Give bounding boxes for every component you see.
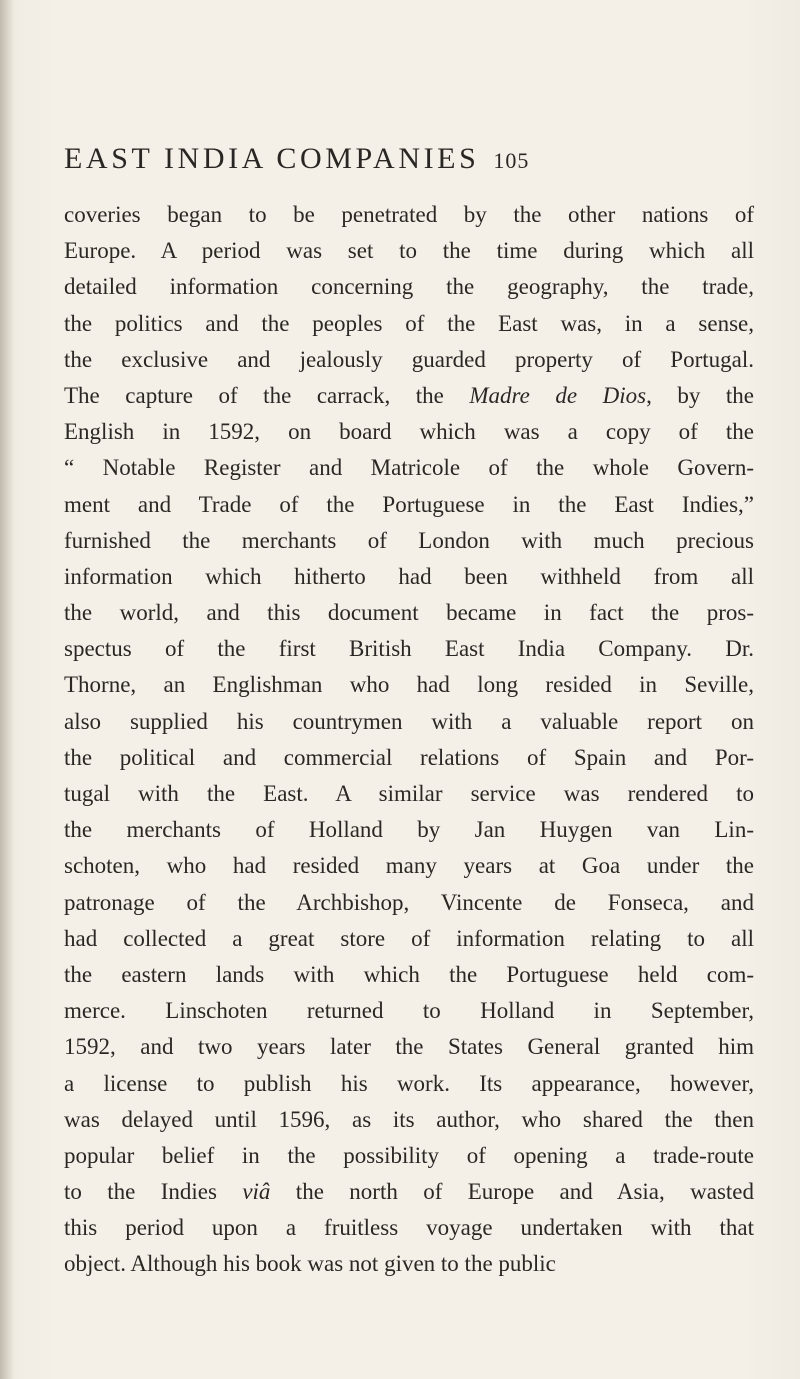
text-line: the politics and the peoples of the East was, in a sense, [64, 310, 754, 336]
ship-name-italic: Madre de Dios [469, 382, 647, 408]
text-line: detailed information concerning the geography, the trade, [64, 274, 754, 300]
text-line: “ Notable Register and Matricole of the whole Govern- [64, 455, 754, 481]
latin-italic: viâ [242, 1179, 271, 1205]
gutter-shadow [0, 0, 14, 1379]
text-line: ment and Trade of the Portuguese in the East Indies,” [64, 491, 754, 517]
text-line: tugal with the East. A similar service was rendered to [64, 781, 754, 806]
running-head [64, 142, 744, 182]
text-line: Thorne, an Englishman who had long resided in Seville, [64, 672, 754, 698]
text-line: furnished the merchants of London with much precious [64, 527, 754, 553]
text-line: merce. Linschoten returned to Holland in September, [64, 998, 754, 1024]
text-line: this period upon a fruitless voyage undertaken with that [64, 1215, 754, 1241]
text-line: coveries began to be penetrated by the other nations of [64, 202, 754, 227]
text-line: spectus of the first British East India Company. Dr. [64, 636, 754, 662]
text-line: the political and commercial relations of Spain and Por- [64, 744, 754, 770]
text-line: popular belief in the possibility of opening a trade-route [64, 1142, 754, 1168]
text-line: English in 1592, on board which was a copy of the [64, 419, 754, 445]
text-line: 1592, and two years later the States General granted him [64, 1034, 754, 1060]
text-line: the eastern lands with which the Portuguese held com- [64, 961, 754, 987]
text-line: schoten, who had resided many years at Goa under the [64, 853, 754, 879]
running-title: EAST INDIA COMPANIES [64, 142, 480, 175]
text-line: also supplied his countrymen with a valuable report on [64, 708, 754, 734]
body-text [64, 197, 754, 1283]
text-line: to the Indies viâ the north of Europe and Asia, wasted [64, 1179, 754, 1205]
text-line: a license to publish his work. Its appearance, however, [64, 1070, 754, 1096]
text-line: object. Although his book was not given to the public [64, 1251, 556, 1277]
text-line: patronage of the Archbishop, Vincente de Fonseca, and [64, 889, 754, 915]
text-line: the exclusive and jealously guarded property of Portugal. [64, 346, 754, 372]
text-line: Europe. A period was set to the time during which all [64, 238, 754, 264]
text-line: the merchants of Holland by Jan Huygen van Lin- [64, 817, 754, 843]
text-line: had collected a great store of information relating to all [64, 925, 754, 951]
text-line: was delayed until 1596, as its author, who shared the then [64, 1106, 754, 1132]
text-line: information which hitherto had been withheld from all [64, 563, 754, 589]
text-line: the world, and this document became in fact the pros- [64, 600, 754, 626]
text-line: The capture of the carrack, the Madre de Dios, by the [64, 382, 754, 408]
page-number: 105 [493, 148, 530, 173]
